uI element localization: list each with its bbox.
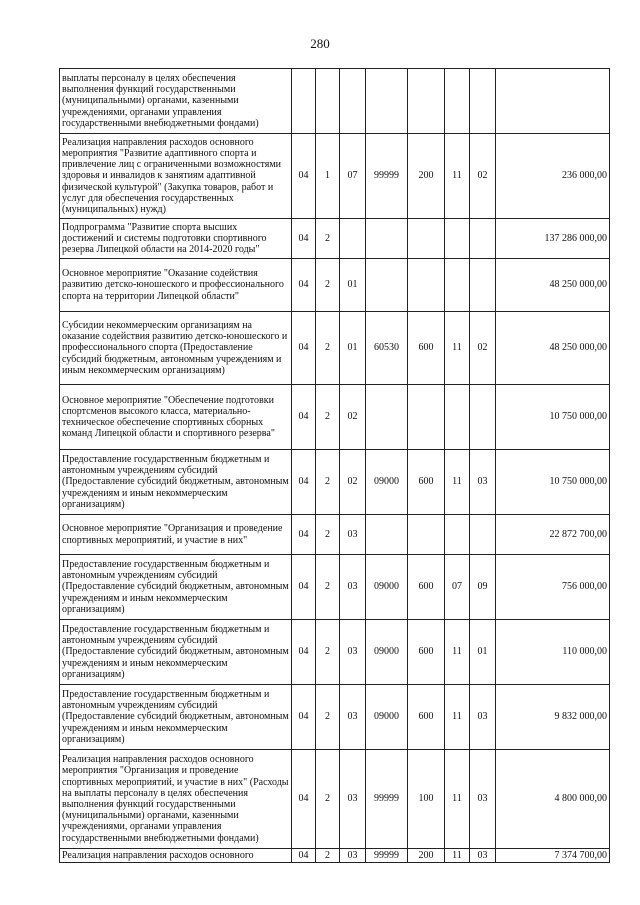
code-cell-2: 2: [316, 450, 340, 515]
code-cell-6: 11: [445, 312, 470, 385]
code-cell-3: 03: [340, 555, 366, 620]
code-cell-5: [408, 219, 445, 259]
code-cell-3: 02: [340, 385, 366, 450]
code-cell-1: 04: [292, 555, 316, 620]
code-cell-3: 07: [340, 134, 366, 219]
code-cell-7: [470, 259, 496, 312]
code-cell-5: [408, 385, 445, 450]
row-description: Субсидии некоммерческим организациям на оказание содействия развитию детско-юношеского и профессионального спорта (Предоставление субсидий бюджетным, автономным учреждениям и иным некоммерческим организациям): [60, 312, 292, 385]
code-cell-5: [408, 69, 445, 134]
code-cell-6: 11: [445, 620, 470, 685]
code-cell-2: 1: [316, 134, 340, 219]
code-cell-6: [445, 385, 470, 450]
page-number: 280: [310, 36, 330, 51]
code-cell-4: 60530: [366, 312, 408, 385]
code-cell-4: 09000: [366, 450, 408, 515]
code-cell-4: [366, 515, 408, 555]
code-cell-6: [445, 515, 470, 555]
code-cell-4: [366, 385, 408, 450]
amount-cell: 7 374 700,00: [496, 849, 610, 863]
amount-cell: 22 872 700,00: [496, 515, 610, 555]
code-cell-4: 09000: [366, 685, 408, 750]
code-cell-2: [316, 69, 340, 134]
code-cell-3: 03: [340, 620, 366, 685]
amount-cell: 10 750 000,00: [496, 385, 610, 450]
code-cell-7: 03: [470, 685, 496, 750]
row-description: Предоставление государственным бюджетным и автономным учреждениям субсидий (Предоставление субсидий бюджетным, автономным учреждениям и иным некоммерческим организациям): [60, 620, 292, 685]
code-cell-3: 03: [340, 515, 366, 555]
row-description: Предоставление государственным бюджетным и автономным учреждениям субсидий (Предоставление субсидий бюджетным, автономным учреждениям и иным некоммерческим организациям): [60, 685, 292, 750]
code-cell-1: 04: [292, 620, 316, 685]
code-cell-1: 04: [292, 219, 316, 259]
table-row: [60, 685, 610, 750]
code-cell-1: 04: [292, 450, 316, 515]
code-cell-2: 2: [316, 620, 340, 685]
amount-cell: 10 750 000,00: [496, 450, 610, 515]
code-cell-5: 600: [408, 312, 445, 385]
row-description: Реализация направления расходов основного мероприятия "Развитие адаптивного спорта и привлечение лиц с ограниченными возможностями здоровья и инвалидов к занятиям адаптивной физической культурой" (Закупка товаров, работ и услуг для обеспечения государственных (муниципальных) нужд): [60, 134, 292, 219]
code-cell-1: 04: [292, 849, 316, 863]
budget-table: [59, 68, 610, 863]
amount-cell: 4 800 000,00: [496, 750, 610, 849]
code-cell-2: 2: [316, 312, 340, 385]
code-cell-6: [445, 219, 470, 259]
code-cell-7: 09: [470, 555, 496, 620]
code-cell-1: 04: [292, 515, 316, 555]
code-cell-7: [470, 69, 496, 134]
amount-cell: 9 832 000,00: [496, 685, 610, 750]
code-cell-7: [470, 385, 496, 450]
code-cell-5: 600: [408, 555, 445, 620]
code-cell-4: [366, 259, 408, 312]
code-cell-7: 01: [470, 620, 496, 685]
amount-cell: [496, 69, 610, 134]
row-description: Подпрограмма "Развитие спорта высших достижений и системы подготовки спортивного резерва Липецкой области на 2014-2020 годы": [60, 219, 292, 259]
code-cell-2: 2: [316, 750, 340, 849]
table-row: [60, 69, 610, 134]
code-cell-3: 01: [340, 259, 366, 312]
amount-cell: 756 000,00: [496, 555, 610, 620]
code-cell-6: [445, 69, 470, 134]
code-cell-3: 03: [340, 685, 366, 750]
table-row: [60, 450, 610, 515]
code-cell-7: 03: [470, 849, 496, 863]
amount-cell: 137 286 000,00: [496, 219, 610, 259]
code-cell-1: [292, 69, 316, 134]
code-cell-2: 2: [316, 219, 340, 259]
code-cell-3: 03: [340, 750, 366, 849]
code-cell-6: [445, 259, 470, 312]
code-cell-6: 11: [445, 849, 470, 863]
code-cell-2: 2: [316, 259, 340, 312]
code-cell-7: 02: [470, 134, 496, 219]
row-description: выплаты персоналу в целях обеспечения выполнения функций государственными (муниципальными) органами, казенными учреждениями, органами управления государственными внебюджетными фондами): [60, 69, 292, 134]
table-row: [60, 515, 610, 555]
code-cell-4: 09000: [366, 555, 408, 620]
code-cell-5: 600: [408, 620, 445, 685]
code-cell-5: [408, 259, 445, 312]
code-cell-4: 09000: [366, 620, 408, 685]
code-cell-3: [340, 219, 366, 259]
table-row: [60, 620, 610, 685]
code-cell-2: 2: [316, 515, 340, 555]
code-cell-5: 600: [408, 450, 445, 515]
code-cell-7: [470, 515, 496, 555]
code-cell-7: 03: [470, 450, 496, 515]
row-description: Реализация направления расходов основного: [60, 849, 292, 863]
table-row: [60, 750, 610, 849]
amount-cell: 236 000,00: [496, 134, 610, 219]
code-cell-5: 600: [408, 685, 445, 750]
table-row: [60, 134, 610, 219]
table-row: [60, 849, 610, 863]
code-cell-3: 03: [340, 849, 366, 863]
row-description: Предоставление государственным бюджетным и автономным учреждениям субсидий (Предоставление субсидий бюджетным, автономным учреждениям и иным некоммерческим организациям): [60, 450, 292, 515]
table-row: [60, 312, 610, 385]
code-cell-5: 100: [408, 750, 445, 849]
code-cell-6: 07: [445, 555, 470, 620]
code-cell-1: 04: [292, 750, 316, 849]
table-row: [60, 219, 610, 259]
row-description: Основное мероприятие "Организация и проведение спортивных мероприятий, и участие в них": [60, 515, 292, 555]
code-cell-1: 04: [292, 312, 316, 385]
code-cell-2: 2: [316, 385, 340, 450]
table-row: [60, 385, 610, 450]
code-cell-6: 11: [445, 685, 470, 750]
code-cell-4: 99999: [366, 134, 408, 219]
code-cell-5: 200: [408, 134, 445, 219]
row-description: Основное мероприятие "Обеспечение подготовки спортсменов высокого класса, материально-техническое обеспечение спортивных сборных команд Липецкой области и спортивного резерва": [60, 385, 292, 450]
code-cell-3: 01: [340, 312, 366, 385]
code-cell-1: 04: [292, 385, 316, 450]
row-description: Реализация направления расходов основного мероприятия "Организация и проведение спортивных мероприятий, и участие в них" (Расходы на выплаты персоналу в целях обеспечения выполнения функций государственными (муниципальными) органами, казенными учреждениями, органами управления государственными внебюджетными фондами): [60, 750, 292, 849]
table-row: [60, 259, 610, 312]
row-description: Основное мероприятие "Оказание содействия развитию детско-юношеского и профессионального спорта на территории Липецкой области": [60, 259, 292, 312]
code-cell-3: [340, 69, 366, 134]
code-cell-1: 04: [292, 259, 316, 312]
code-cell-2: 2: [316, 685, 340, 750]
code-cell-3: 02: [340, 450, 366, 515]
code-cell-4: [366, 219, 408, 259]
amount-cell: 48 250 000,00: [496, 259, 610, 312]
code-cell-4: 99999: [366, 849, 408, 863]
code-cell-2: 2: [316, 849, 340, 863]
code-cell-6: 11: [445, 450, 470, 515]
row-description: Предоставление государственным бюджетным и автономным учреждениям субсидий (Предоставление субсидий бюджетным, автономным учреждениям и иным некоммерческим организациям): [60, 555, 292, 620]
code-cell-5: 200: [408, 849, 445, 863]
code-cell-5: [408, 515, 445, 555]
code-cell-2: 2: [316, 555, 340, 620]
table-row: [60, 555, 610, 620]
code-cell-7: 02: [470, 312, 496, 385]
code-cell-1: 04: [292, 134, 316, 219]
code-cell-7: [470, 219, 496, 259]
code-cell-6: 11: [445, 750, 470, 849]
code-cell-7: 03: [470, 750, 496, 849]
code-cell-6: 11: [445, 134, 470, 219]
amount-cell: 48 250 000,00: [496, 312, 610, 385]
code-cell-1: 04: [292, 685, 316, 750]
code-cell-4: 99999: [366, 750, 408, 849]
amount-cell: 110 000,00: [496, 620, 610, 685]
code-cell-4: [366, 69, 408, 134]
